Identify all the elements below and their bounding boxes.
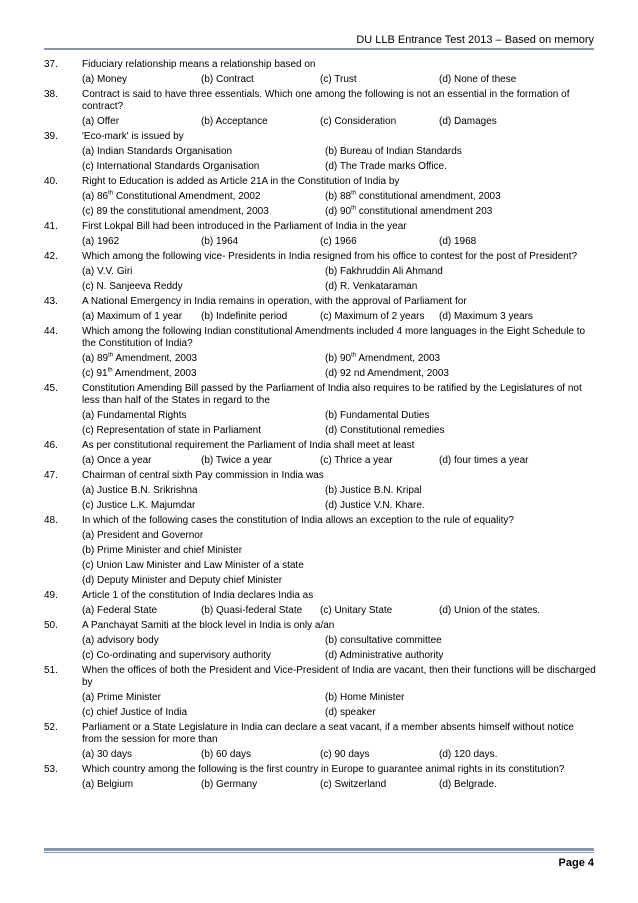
option-group: [82, 233, 596, 248]
question-item: [44, 470, 596, 512]
answer-option: (b) consultative committee: [325, 635, 442, 646]
answer-option: (b) 60 days: [201, 749, 252, 760]
answer-option: (c) Unitary State: [320, 605, 393, 616]
question-row: [44, 722, 596, 746]
answer-option: (b) Justice B.N. Kripal: [325, 485, 422, 496]
question-row: [44, 470, 596, 482]
answer-option: (c) 91th Amendment, 2003: [82, 367, 197, 379]
page-number: Page 4: [558, 857, 594, 869]
question-item: [44, 383, 596, 437]
question-number: 39.: [44, 131, 58, 142]
footer-divider-thin: [44, 852, 594, 853]
option-group: [82, 407, 596, 437]
answer-option: (b) 1964: [201, 236, 239, 247]
question-row: [44, 176, 596, 188]
question-text: Parliament or a State Legislature in India can declare a seat vacant, if a member absents himself without notice from the session for more than: [82, 722, 574, 745]
question-number: 38.: [44, 89, 58, 100]
question-row: [44, 251, 596, 263]
question-row: [44, 221, 596, 233]
answer-option: (c) International Standards Organisation: [82, 161, 260, 172]
answer-option: (b) Bureau of Indian Standards: [325, 146, 462, 157]
question-item: [44, 326, 596, 380]
question-text: Contract is said to have three essentials. Which one among the following is not an essential in the formation of contract?: [82, 89, 570, 112]
question-number: 48.: [44, 515, 58, 526]
answer-option: (d) Belgrade.: [439, 779, 497, 790]
answer-option: (d) R. Venkataraman: [325, 281, 418, 292]
answer-option: (b) Fakhruddin Ali Ahmand: [325, 266, 443, 277]
question-number: 53.: [44, 764, 58, 775]
question-item: [44, 176, 596, 218]
option-group: [82, 602, 596, 617]
answer-option: (a) advisory body: [82, 635, 159, 646]
answer-option: (a) Money: [82, 74, 128, 85]
question-text: Right to Education is added as Article 21A in the Constitution of India by: [82, 176, 400, 187]
answer-option: (a) Offer: [82, 116, 120, 127]
answer-option: (d) 1968: [439, 236, 477, 247]
answer-option: (b) Germany: [201, 779, 258, 790]
answer-option: (b) Fundamental Duties: [325, 410, 430, 421]
question-number: 37.: [44, 59, 58, 70]
question-number: 41.: [44, 221, 58, 232]
answer-option: (a) President and Governor: [82, 530, 204, 541]
answer-option: (c) Switzerland: [320, 779, 387, 790]
question-row: [44, 440, 596, 452]
question-row: [44, 89, 596, 113]
option-group: [82, 689, 596, 719]
question-number: 45.: [44, 383, 58, 394]
question-row: [44, 296, 596, 308]
question-text: Article 1 of the constitution of India declares India as: [82, 590, 314, 601]
question-text: In which of the following cases the constitution of India allows an exception to the rule of equality?: [82, 515, 514, 526]
answer-option: (c) Representation of state in Parliament: [82, 425, 261, 436]
answer-option: (a) Maximum of 1 year: [82, 311, 183, 322]
question-row: [44, 383, 596, 407]
question-number: 47.: [44, 470, 58, 481]
answer-option: (c) Co-ordinating and supervisory authority: [82, 650, 271, 661]
answer-option: (b) Home Minister: [325, 692, 405, 703]
answer-option: (c) Trust: [320, 74, 357, 85]
answer-option: (d) 90th constitutional amendment 203: [325, 205, 493, 217]
option-group: [82, 746, 596, 761]
question-item: [44, 251, 596, 293]
answer-option: (c) chief Justice of India: [82, 707, 188, 718]
answer-option: (c) Union Law Minister and Law Minister of a state: [82, 560, 304, 571]
question-number: 49.: [44, 590, 58, 601]
question-item: [44, 764, 596, 791]
answer-option: (d) Union of the states.: [439, 605, 541, 616]
question-row: [44, 590, 596, 602]
answer-option: (d) Maximum 3 years: [439, 311, 533, 322]
question-text: Which country among the following is the first country in Europe to guarantee animal rights in its constitution?: [82, 764, 565, 775]
answer-option: (c) Consideration: [320, 116, 397, 127]
question-text: First Lokpal Bill had been introduced in the Parliament of India in the year: [82, 221, 407, 232]
answer-option: (b) Acceptance: [201, 116, 268, 127]
question-text: Which among the following vice- Presidents in India resigned from his office to contest for the post of President?: [82, 251, 578, 262]
option-group: [82, 527, 596, 587]
option-group: [82, 113, 596, 128]
answer-option: (d) The Trade marks Office.: [325, 161, 447, 172]
header-divider: [44, 48, 594, 50]
answer-option: (a) Fundamental Rights: [82, 410, 187, 421]
question-item: [44, 296, 596, 323]
question-number: 52.: [44, 722, 58, 733]
answer-option: (d) four times a year: [439, 455, 529, 466]
question-text: Chairman of central sixth Pay commission in India was: [82, 470, 324, 481]
question-row: [44, 515, 596, 527]
answer-option: (a) Belgium: [82, 779, 134, 790]
answer-option: (b) 88th constitutional amendment, 2003: [325, 190, 501, 202]
answer-option: (a) Once a year: [82, 455, 152, 466]
question-item: [44, 515, 596, 587]
answer-option: (d) Deputy Minister and Deputy chief Minister: [82, 575, 283, 586]
option-group: [82, 482, 596, 512]
option-group: [82, 308, 596, 323]
answer-option: (d) Administrative authority: [325, 650, 444, 661]
answer-option: (a) Justice B.N. Srikrishna: [82, 485, 198, 496]
question-item: [44, 440, 596, 467]
question-list: [44, 56, 596, 791]
answer-option: (d) None of these: [439, 74, 517, 85]
answer-option: (d) 120 days.: [439, 749, 498, 760]
answer-option: (a) 1962: [82, 236, 120, 247]
question-row: [44, 764, 596, 776]
question-item: [44, 722, 596, 761]
answer-option: (a) Federal State: [82, 605, 158, 616]
answer-option: (c) 1966: [320, 236, 357, 247]
answer-option: (b) Quasi-federal State: [201, 605, 303, 616]
answer-option: (d) 92 nd Amendment, 2003: [325, 368, 449, 379]
question-item: [44, 59, 596, 86]
question-number: 50.: [44, 620, 58, 631]
answer-option: (c) Justice L.K. Majumdar: [82, 500, 196, 511]
answer-option: (c) 89 the constitutional amendment, 2003: [82, 206, 269, 217]
question-row: [44, 326, 596, 350]
question-text: A Panchayat Samiti at the block level in India is only a/an: [82, 620, 335, 631]
question-row: [44, 59, 596, 71]
question-item: [44, 590, 596, 617]
question-item: [44, 221, 596, 248]
answer-option: (b) Indefinite period: [201, 311, 288, 322]
answer-option: (a) Indian Standards Organisation: [82, 146, 233, 157]
answer-option: (a) Prime Minister: [82, 692, 161, 703]
question-text: As per constitutional requirement the Parliament of India shall meet at least: [82, 440, 415, 451]
answer-option: (c) N. Sanjeeva Reddy: [82, 281, 183, 292]
answer-option: (d) Constitutional remedies: [325, 425, 445, 436]
question-row: [44, 131, 596, 143]
question-text: Which among the following Indian constitutional Amendments included 4 more languages in the Eight Schedule to the Constitution of India?: [82, 326, 586, 349]
answer-option: (b) 90th Amendment, 2003: [325, 352, 441, 364]
answer-option: (d) speaker: [325, 707, 376, 718]
question-text: A National Emergency in India remains in operation, with the approval of Parliament for: [82, 296, 467, 307]
answer-option: (a) 30 days: [82, 749, 133, 760]
answer-option: (b) Prime Minister and chief Minister: [82, 545, 243, 556]
question-number: 46.: [44, 440, 58, 451]
answer-option: (b) Twice a year: [201, 455, 272, 466]
question-item: [44, 620, 596, 662]
question-number: 42.: [44, 251, 58, 262]
answer-option: (d) Damages: [439, 116, 497, 127]
answer-option: (c) 90 days: [320, 749, 370, 760]
answer-option: (d) Justice V.N. Khare.: [325, 500, 425, 511]
question-text: 'Eco-mark' is issued by: [82, 131, 184, 142]
question-number: 44.: [44, 326, 58, 337]
option-group: [82, 143, 596, 173]
question-item: [44, 665, 596, 719]
question-text: When the offices of both the President and Vice-President of India are vacant, then their functions will be discharged by: [82, 665, 596, 688]
footer-divider: [44, 848, 594, 851]
option-group: [82, 452, 596, 467]
question-item: [44, 131, 596, 173]
question-number: 43.: [44, 296, 58, 307]
answer-option: (a) 86th Constitutional Amendment, 2002: [82, 190, 261, 202]
question-row: [44, 620, 596, 632]
question-item: [44, 89, 596, 128]
answer-option: (b) Contract: [201, 74, 254, 85]
answer-option: (a) 89th Amendment, 2003: [82, 352, 198, 364]
option-group: [82, 188, 596, 218]
option-group: [82, 71, 596, 86]
answer-option: (c) Thrice a year: [320, 455, 393, 466]
question-number: 51.: [44, 665, 58, 676]
question-text: Constitution Amending Bill passed by the Parliament of India also requires to be ratified by the Legislatures of not less than half of the States in regard to the: [82, 383, 582, 406]
option-group: [82, 263, 596, 293]
option-group: [82, 776, 596, 791]
answer-option: (a) V.V. Giri: [82, 266, 133, 277]
page-header: DU LLB Entrance Test 2013 – Based on memory: [356, 34, 594, 46]
option-group: [82, 632, 596, 662]
question-number: 40.: [44, 176, 58, 187]
option-group: [82, 350, 596, 380]
question-row: [44, 665, 596, 689]
question-text: Fiduciary relationship means a relationship based on: [82, 59, 316, 70]
answer-option: (c) Maximum of 2 years: [320, 311, 425, 322]
